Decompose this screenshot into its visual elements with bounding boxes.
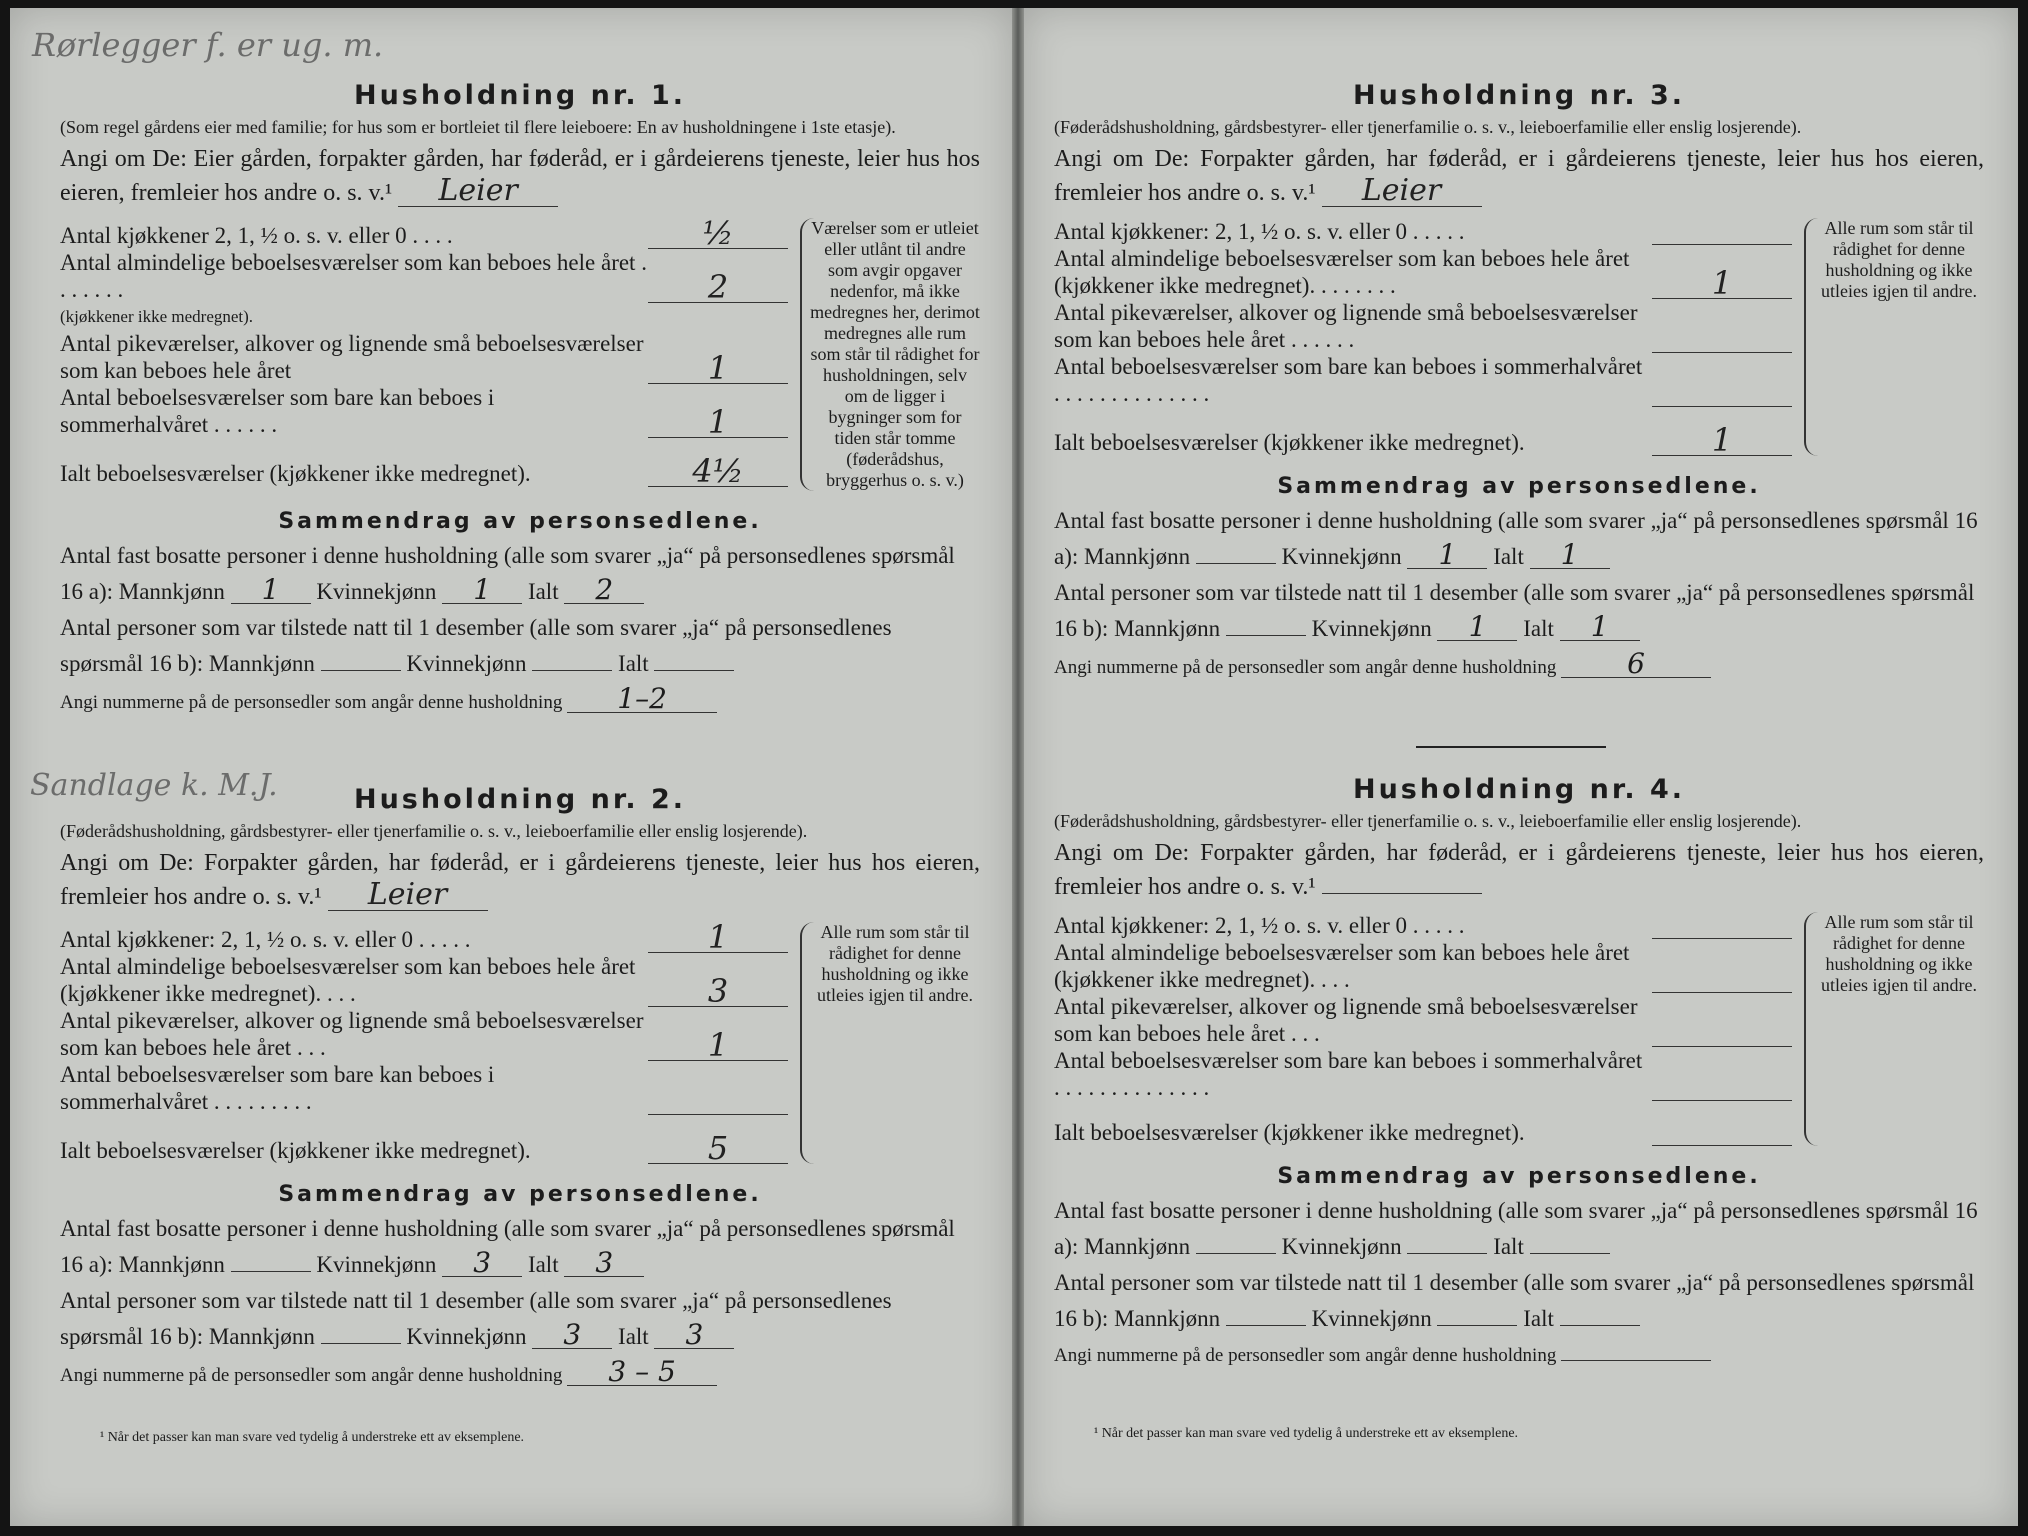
page-fold — [1012, 8, 1024, 1526]
footnote-right: ¹ Når det passer kan man svare ved tydelig å understreke ett av eksemplene. — [1094, 1426, 1519, 1441]
nummer-line: Angi nummerne på de personsedler som angår denne husholdning 6 — [1054, 651, 1984, 683]
section-divider — [1416, 746, 1606, 748]
rooms-row: Antal beboelsesværelser som bare kan beboes i sommerhalvåret . . . . . . . . . . . . . . — [1054, 353, 1792, 407]
rooms-row: Antal pikeværelser, alkover og lignende små beboelsesværelser som kan beboes hele året . . . . . . — [1054, 299, 1792, 353]
rooms-row: Antal almindelige beboelsesværelser som kan beboes hele året (kjøkkener ikke medregnet). . . . . . . . 1 — [1054, 245, 1792, 299]
nummer-line: Angi nummerne på de personsedler som angår denne husholdning 3 – 5 — [60, 1359, 980, 1391]
rooms-row: Antal pikeværelser, alkover og lignende små beboelsesværelser som kan beboes hele året . . . 1 — [60, 1007, 788, 1061]
household-note: (Føderådshusholdning, gårdsbestyrer- eller tjenerfamilie o. s. v., leieboerfamilie eller enslig losjerende). — [1054, 811, 1802, 831]
footnote-left: ¹ Når det passer kan man svare ved tydelig å understreke ett av eksemplene. — [100, 1430, 525, 1445]
rooms-grid — [60, 918, 980, 1167]
rooms-row: Antal beboelsesværelser som bare kan beboes i sommerhalvåret . . . . . . 1 — [60, 384, 788, 438]
margin-note-top-left: Rørlegger f. er ug. m. — [32, 26, 384, 64]
rooms-row: Antal kjøkkener 2, 1, ½ o. s. v. eller 0 . . . . ½ — [60, 218, 788, 249]
nummer-line: Angi nummerne på de personsedler som angår denne husholdning — [1054, 1341, 1984, 1371]
margin-note-mid-left: Sandlage k. M.J. — [30, 768, 278, 803]
rooms-grid — [1054, 912, 1984, 1146]
household-title: Husholdning nr. 1. — [353, 80, 687, 111]
angi-answer — [1322, 893, 1482, 894]
household-note: (Som regel gårdens eier med familie; for hus som er bortleiet til flere leieboere: En av husholdningene i 1ste etasje). — [60, 117, 896, 137]
angi-answer: Leier — [398, 176, 558, 207]
fast-bosatte: Antal fast bosatte personer i denne husholdning (alle som svarer „ja“ på personsedlenes spørsmål 16 a): Mannkjønn Kvinnekjønn Ialt — [1054, 1198, 1978, 1259]
household-title: Husholdning nr. 2. — [353, 784, 687, 815]
household-4 — [1054, 774, 1984, 1371]
angi-question: Angi om De: Forpakter gården, har føderåd, er i gårdeierens tjeneste, leier hus hos eieren, fremleier hos andre o. s. v.¹ — [1054, 840, 1984, 900]
left-page — [10, 8, 1012, 1526]
household-2 — [60, 784, 980, 1391]
rooms-total: Ialt beboelsesværelser (kjøkkener ikke medregnet). 1 — [1054, 425, 1792, 456]
rooms-row: Antal almindelige beboelsesværelser som kan beboes hele året (kjøkkener ikke medregnet). . . . — [1054, 939, 1792, 993]
right-page — [1024, 8, 2018, 1526]
angi-answer: Leier — [1322, 176, 1482, 207]
brace-note: Alle rum som står til rådighet for denne husholdning og ikke utleies igjen til andre. — [800, 922, 980, 1164]
fast-bosatte: Antal fast bosatte personer i denne husholdning (alle som svarer „ja“ på personsedlenes spørsmål 16 a): Mannkjønn Kvinnekjønn 3 Ialt 3 — [60, 1216, 955, 1279]
rooms-total: Ialt beboelsesværelser (kjøkkener ikke medregnet). 5 — [60, 1133, 788, 1164]
summary-title: Sammendrag av personsedlene. — [1277, 1164, 1761, 1189]
fast-bosatte: Antal fast bosatte personer i denne husholdning (alle som svarer „ja“ på personsedlenes spørsmål 16 a): Mannkjønn Kvinnekjønn 1 Ialt 1 — [1054, 508, 1978, 571]
tilstede: Antal personer som var tilstede natt til 1 desember (alle som svarer „ja“ på personsedlenes spørsmål 16 b): Mannkjønn Kvinnekjønn Ialt — [60, 615, 892, 676]
tilstede: Antal personer som var tilstede natt til 1 desember (alle som svarer „ja“ på personsedlenes spørsmål 16 b): Mannkjønn Kvinnekjønn 3 Ialt 3 — [60, 1288, 892, 1351]
angi-answer: Leier — [328, 880, 488, 911]
rooms-row: Antal almindelige beboelsesværelser som kan beboes hele året (kjøkkener ikke medregnet). . . . 3 — [60, 953, 788, 1007]
brace-note: Alle rum som står til rådighet for denne husholdning og ikke utleies igjen til andre. — [1804, 912, 1984, 1146]
tilstede: Antal personer som var tilstede natt til 1 desember (alle som svarer „ja“ på personsedlenes spørsmål 16 b): Mannkjønn Kvinnekjønn 1 Ialt 1 — [1054, 580, 1975, 643]
angi-question: Angi om De: Eier gården, forpakter gården, har føderåd, er i gårdeierens tjeneste, leier hus hos eieren, fremleier hos andre o. s. v.¹ Leier — [60, 146, 980, 208]
rooms-total: Ialt beboelsesværelser (kjøkkener ikke medregnet). — [1054, 1119, 1792, 1146]
household-title: Husholdning nr. 3. — [1352, 80, 1686, 111]
angi-question: Angi om De: Forpakter gården, har føderåd, er i gårdeierens tjeneste, leier hus hos eieren, fremleier hos andre o. s. v.¹ Leier — [1054, 146, 1984, 208]
rooms-row: Antal kjøkkener: 2, 1, ½ o. s. v. eller 0 . . . . . 1 — [60, 922, 788, 953]
brace-note: Værelser som er utleiet eller utlånt til andre som avgir opgaver nedenfor, må ikke medregnes her, derimot medregnes alle rum som står til rådighet for husholdningen, selv om de ligger i bygninger som for tiden står tomme (føderådshus, bryggerhus o. s. v.) — [800, 218, 980, 491]
household-note: (Føderådshusholdning, gårdsbestyrer- eller tjenerfamilie o. s. v., leieboerfamilie eller enslig losjerende). — [1054, 117, 1802, 137]
summary-title: Sammendrag av personsedlene. — [278, 1182, 762, 1207]
rooms-row: Antal kjøkkener: 2, 1, ½ o. s. v. eller 0 . . . . . — [1054, 912, 1792, 939]
rooms-row: Antal pikeværelser, alkover og lignende små beboelsesværelser som kan beboes hele året . . . — [1054, 993, 1792, 1047]
rooms-row-sub: (kjøkkener ikke medregnet). — [60, 307, 254, 326]
rooms-row: Antal almindelige beboelsesværelser som kan beboes hele året . . . . . . . 2 — [60, 249, 788, 303]
rooms-grid — [60, 214, 980, 491]
summary-title: Sammendrag av personsedlene. — [278, 509, 762, 534]
rooms-row: Antal pikeværelser, alkover og lignende små beboelsesværelser som kan beboes hele året 1 — [60, 330, 788, 384]
fast-bosatte: Antal fast bosatte personer i denne husholdning (alle som svarer „ja“ på personsedlenes spørsmål 16 a): Mannkjønn 1 Kvinnekjønn 1 Ialt 2 — [60, 543, 955, 606]
household-1 — [60, 80, 980, 718]
rooms-row: Antal beboelsesværelser som bare kan beboes i sommerhalvåret . . . . . . . . . — [60, 1061, 788, 1115]
angi-question: Angi om De: Forpakter gården, har føderåd, er i gårdeierens tjeneste, leier hus hos eieren, fremleier hos andre o. s. v.¹ Leier — [60, 850, 980, 912]
rooms-total: Ialt beboelsesværelser (kjøkkener ikke medregnet). 4½ — [60, 456, 788, 487]
household-note: (Føderådshusholdning, gårdsbestyrer- eller tjenerfamilie o. s. v., leieboerfamilie eller enslig losjerende). — [60, 821, 808, 841]
nummer-line: Angi nummerne på de personsedler som angår denne husholdning 1–2 — [60, 686, 980, 718]
rooms-row: Antal kjøkkener: 2, 1, ½ o. s. v. eller 0 . . . . . — [1054, 218, 1792, 245]
household-3 — [1054, 80, 1984, 683]
rooms-row: Antal beboelsesværelser som bare kan beboes i sommerhalvåret . . . . . . . . . . . . . . — [1054, 1047, 1792, 1101]
tilstede: Antal personer som var tilstede natt til 1 desember (alle som svarer „ja“ på personsedlenes spørsmål 16 b): Mannkjønn Kvinnekjønn Ialt — [1054, 1270, 1975, 1331]
summary-title: Sammendrag av personsedlene. — [1277, 474, 1761, 499]
rooms-grid — [1054, 218, 1984, 459]
brace-note: Alle rum som står til rådighet for denne husholdning og ikke utleies igjen til andre. — [1804, 218, 1984, 456]
household-title: Husholdning nr. 4. — [1352, 774, 1686, 805]
